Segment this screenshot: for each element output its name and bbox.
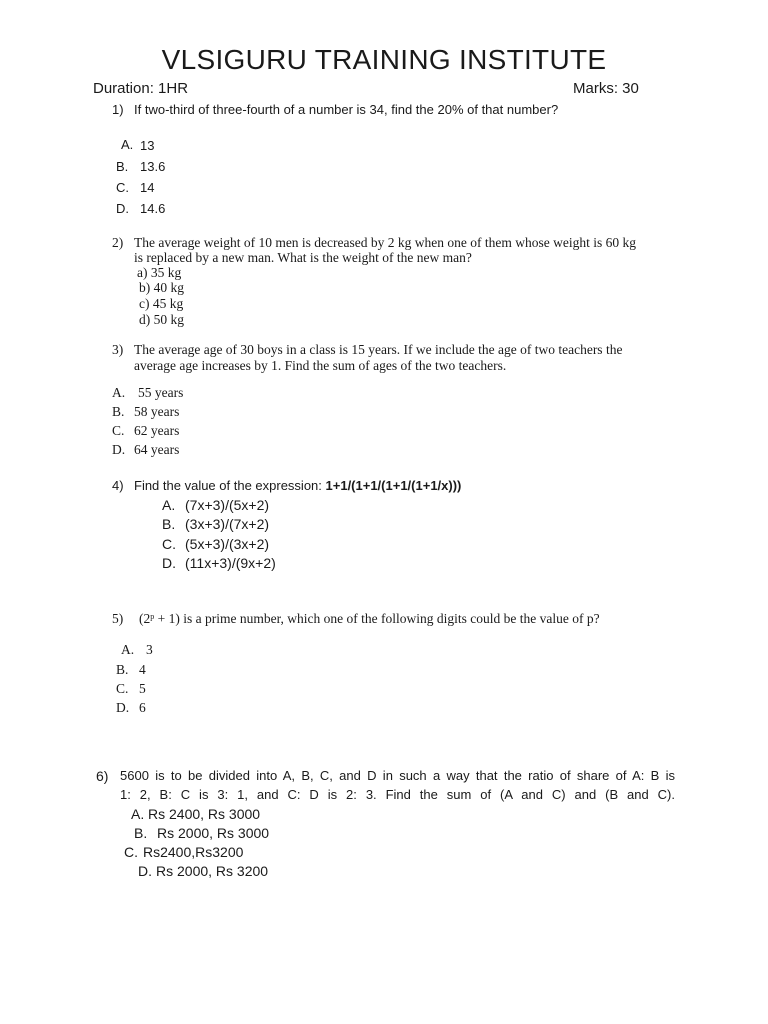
q6-option-c-label: C. — [124, 844, 138, 860]
question-4-expression: 1+1/(1+1/(1+1/(1+1/x))) — [325, 478, 462, 493]
marks-label: Marks: 30 — [573, 80, 639, 97]
q4-option-d-text: (11x+3)/(9x+2) — [185, 555, 276, 571]
q1-option-a-text: 13 — [140, 138, 155, 153]
q4-option-a-label: A. — [162, 497, 176, 513]
question-6-line-1: 5600 is to be divided into A, B, C, and D in such a way that the ratio of share of A: B is — [120, 768, 675, 783]
q6-option-d-text: Rs 2000, Rs 3200 — [156, 863, 269, 879]
q6-option-b-label: B. — [134, 825, 148, 841]
q4-option-d-label: D. — [162, 555, 176, 571]
question-5-text — [139, 611, 600, 627]
question-4-text — [134, 478, 461, 493]
question-3-number: 3) — [112, 342, 124, 357]
question-4-number: 4) — [112, 478, 124, 493]
page-title: VLSIGURU TRAINING INSTITUTE — [161, 44, 607, 75]
q5-option-d-text: 6 — [139, 700, 146, 715]
question-5-number: 5) — [112, 611, 124, 626]
question-5-post: + 1) is a prime number, which one of the following digits could be the value of p? — [154, 611, 600, 626]
q1-option-d-text: 14.6 — [140, 201, 166, 216]
q3-option-d-text: 64 years — [134, 442, 180, 457]
question-6-line-2: 1: 2, B: C is 3: 1, and C: D is 2: 3. Find the sum of (A and C) and (B and C). — [120, 787, 675, 802]
question-1-number: 1) — [112, 102, 124, 117]
question-2-number: 2) — [112, 235, 124, 250]
q5-option-b-label: B. — [116, 662, 129, 677]
q2-option-c: c) 45 kg — [139, 296, 184, 311]
q6-option-a-label: A. — [131, 806, 145, 822]
q4-option-c-label: C. — [162, 536, 176, 552]
q6-option-a-text: Rs 2400, Rs 3000 — [148, 806, 261, 822]
q5-option-c-label: C. — [116, 681, 129, 696]
q1-option-c-text: 14 — [140, 180, 155, 195]
q5-option-b-text: 4 — [139, 662, 146, 677]
question-1-text: If two-third of three-fourth of a number is 34, find the 20% of that number? — [134, 102, 559, 117]
q5-option-a-label: A. — [121, 642, 135, 657]
q2-option-b: b) 40 kg — [139, 280, 184, 295]
question-2-line-2: is replaced by a new man. What is the weight of the new man? — [134, 250, 472, 265]
q6-option-c-text: Rs2400,Rs3200 — [143, 844, 244, 860]
question-5-exponent: p — [150, 612, 155, 621]
question-4-prompt: Find the value of the expression: — [134, 478, 326, 493]
q5-option-a-text: 3 — [146, 642, 153, 657]
q3-option-b-label: B. — [112, 404, 125, 419]
q2-option-a: a) 35 kg — [137, 265, 182, 280]
q3-option-a-text: 55 years — [138, 385, 184, 400]
q6-option-d-label: D. — [138, 863, 152, 879]
duration-label: Duration: 1HR — [93, 80, 189, 97]
q6-option-b-text: Rs 2000, Rs 3000 — [157, 825, 270, 841]
question-3-line-2: average age increases by 1. Find the sum of ages of the two teachers. — [134, 358, 507, 373]
q3-option-b-text: 58 years — [134, 404, 180, 419]
q1-option-b-label: B. — [116, 159, 129, 174]
q1-option-b-text: 13.6 — [140, 159, 166, 174]
option-label: A. — [121, 137, 134, 152]
q1-option-d-label: D. — [116, 201, 129, 216]
question-2-line-1: The average weight of 10 men is decreased by 2 kg when one of them whose weight is 60 kg — [134, 235, 636, 250]
q4-option-b-text: (3x+3)/(7x+2) — [185, 516, 270, 532]
q4-option-c-text: (5x+3)/(3x+2) — [185, 536, 270, 552]
question-6-number: 6) — [96, 768, 109, 784]
q3-option-a-label: A. — [112, 385, 126, 400]
q2-option-d: d) 50 kg — [139, 312, 184, 327]
q5-option-c-text: 5 — [139, 681, 146, 696]
q4-option-b-label: B. — [162, 516, 176, 532]
q1-option-c-label: C. — [116, 180, 129, 195]
q3-option-c-label: C. — [112, 423, 125, 438]
q4-option-a-text: (7x+3)/(5x+2) — [185, 497, 270, 513]
question-3-line-1: The average age of 30 boys in a class is 15 years. If we include the age of two teachers the — [134, 342, 623, 357]
q3-option-d-label: D. — [112, 442, 126, 457]
q3-option-c-text: 62 years — [134, 423, 180, 438]
q1-option-a — [121, 137, 133, 152]
q5-option-d-label: D. — [116, 700, 130, 715]
question-5-pre: (2 — [139, 611, 151, 626]
